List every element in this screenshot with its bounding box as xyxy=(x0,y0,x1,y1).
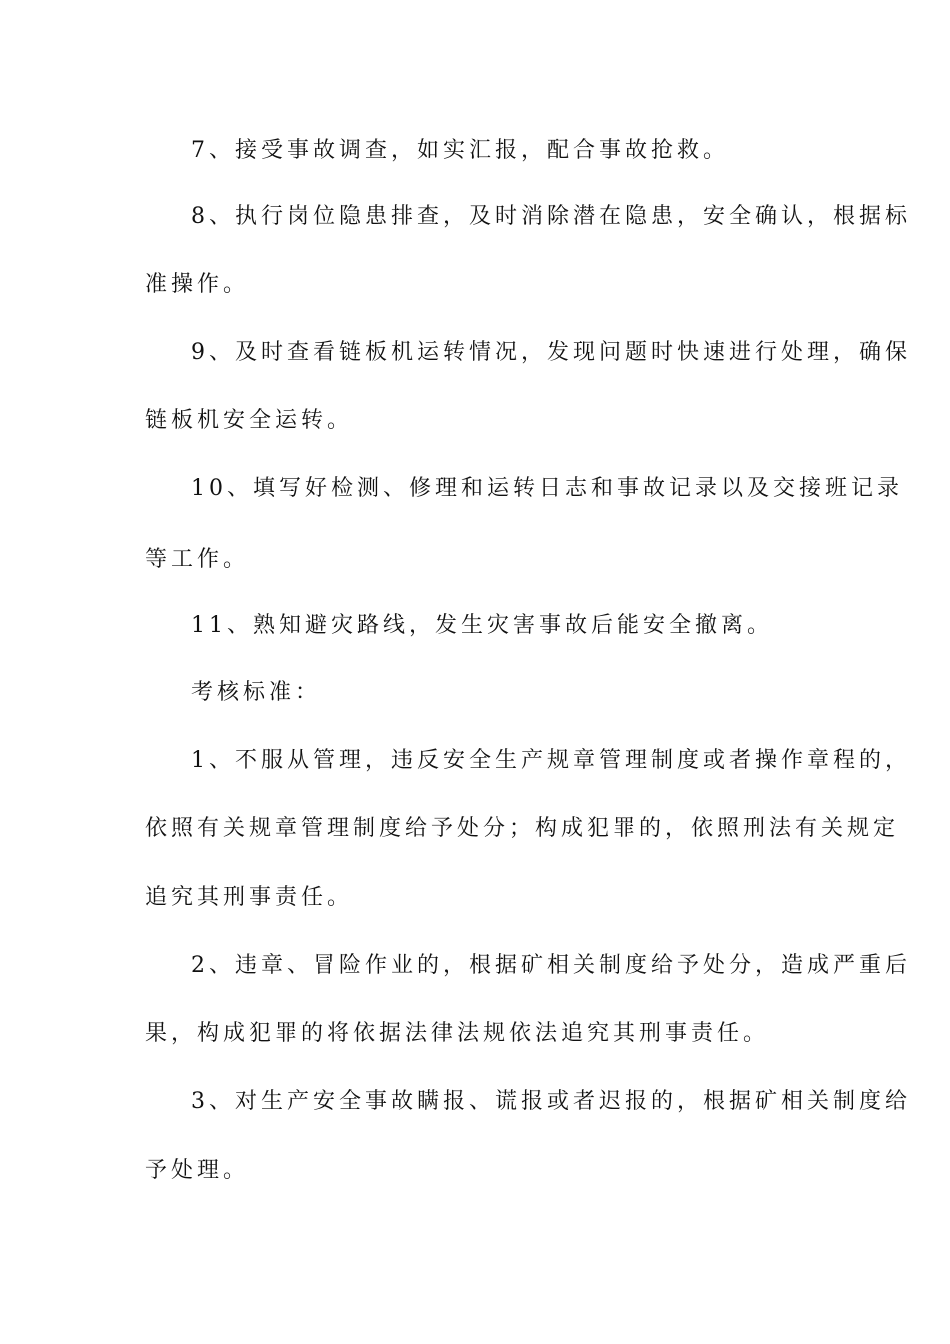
rule-1-line-2: 依照有关规章管理制度给予处分；构成犯罪的，依照刑法有关规定 xyxy=(145,816,900,841)
item-10-line-2: 等工作。 xyxy=(145,547,250,572)
item-8-line-2: 准操作。 xyxy=(145,272,250,297)
rule-2-line-2: 果，构成犯罪的将依据法律法规依法追究其刑事责任。 xyxy=(145,1021,770,1046)
item-7-line-1: 7、接受事故调查，如实汇报，配合事故抢救。 xyxy=(191,138,729,163)
rule-2-line-1: 2、违章、冒险作业的，根据矿相关制度给予处分，造成严重后 xyxy=(191,953,911,978)
rule-1-line-1: 1、不服从管理，违反安全生产规章管理制度或者操作章程的， xyxy=(191,748,911,773)
item-9-line-1: 9、及时查看链板机运转情况，发现问题时快速进行处理，确保 xyxy=(191,340,911,365)
item-9-line-2: 链板机安全运转。 xyxy=(145,408,354,433)
rule-3-line-1: 3、对生产安全事故瞒报、谎报或者迟报的，根据矿相关制度给 xyxy=(191,1089,911,1114)
item-8-line-1: 8、执行岗位隐患排查，及时消除潜在隐患，安全确认，根据标 xyxy=(191,204,911,229)
rule-1-line-3: 追究其刑事责任。 xyxy=(145,885,354,910)
rule-3-line-2: 予处理。 xyxy=(145,1158,250,1183)
item-11-line-1: 11、熟知避灾路线，发生灾害事故后能安全撤离。 xyxy=(191,613,773,638)
item-10-line-1: 10、填写好检测、修理和运转日志和事故记录以及交接班记录 xyxy=(191,476,903,501)
section-heading: 考核标准： xyxy=(191,680,322,705)
